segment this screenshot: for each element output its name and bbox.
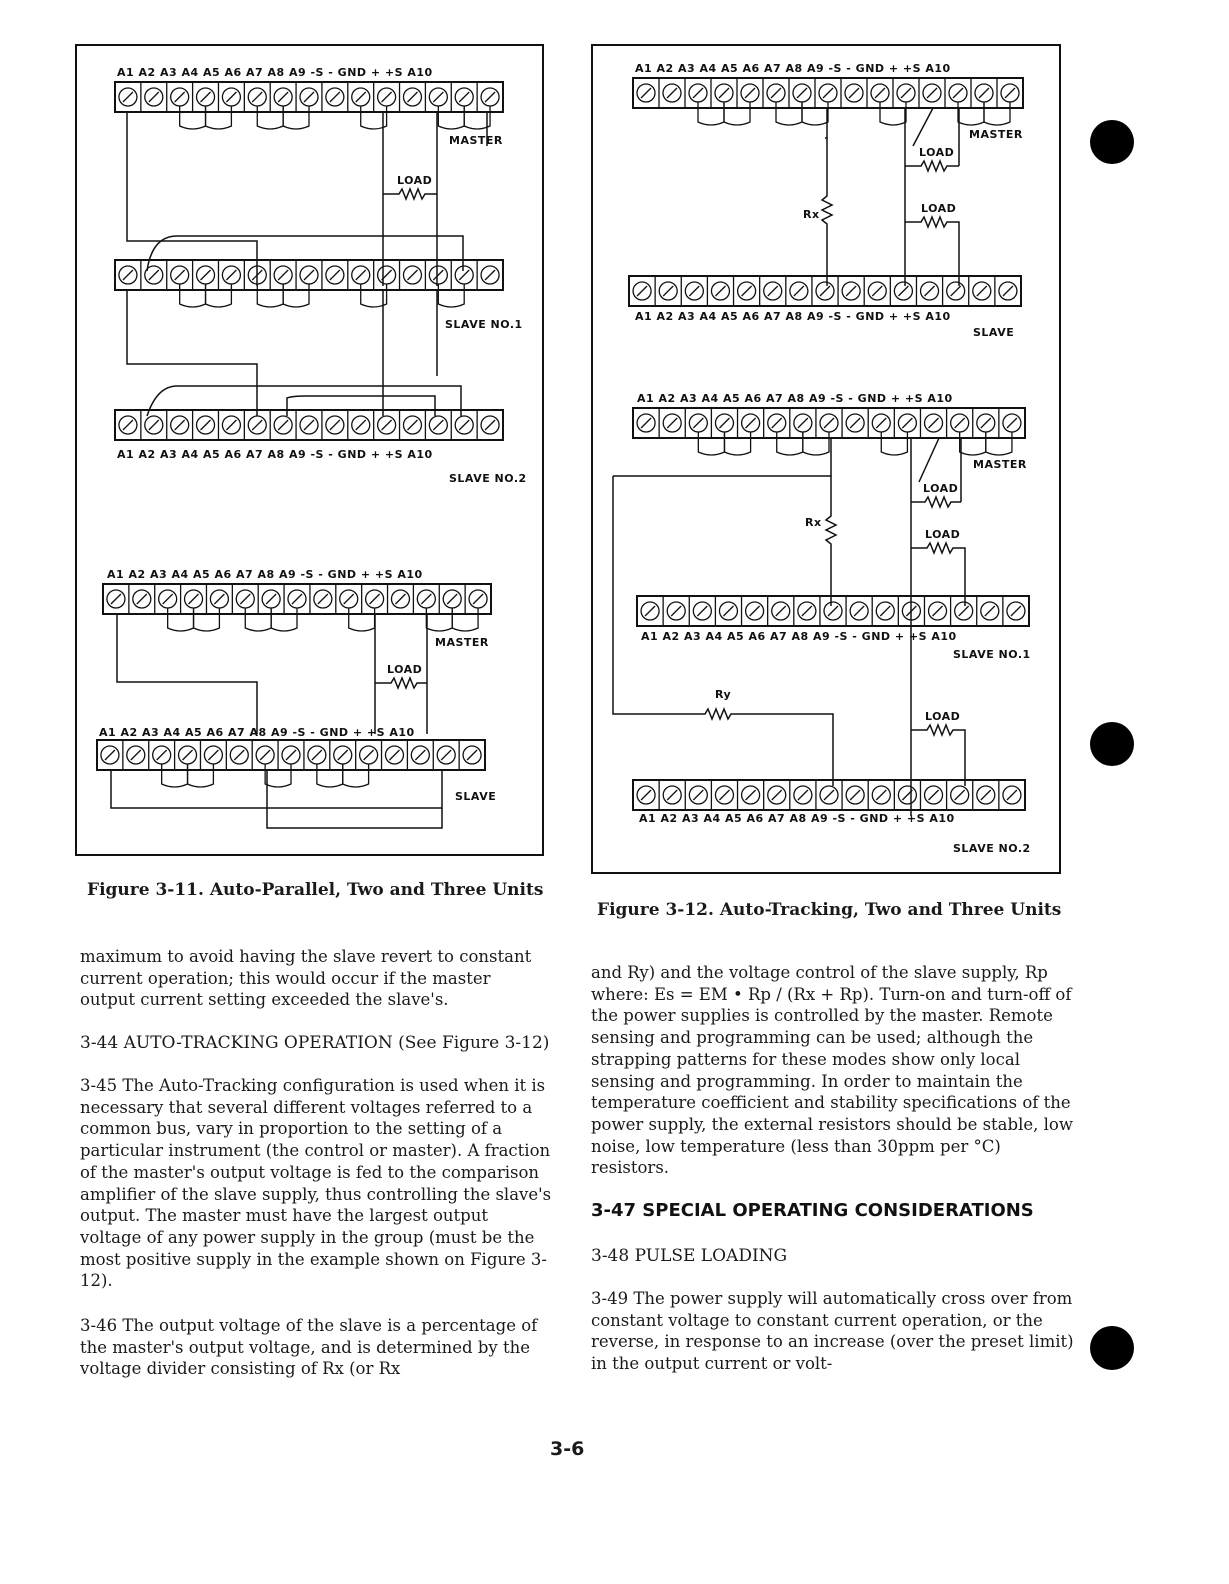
f12b-load2-label: LOAD [925,528,961,541]
f11b-slave-terminal-labels: A1 A2 A3 A4 A5 A6 A7 A8 A9 -S - GND + +S A10 [99,726,415,739]
page-number: 3-6 [550,1438,585,1460]
f12b-slave2-label: SLAVE NO.2 [953,842,1031,855]
figure-3-11 [75,44,544,856]
f12-master-terminal-labels: A1 A2 A3 A4 A5 A6 A7 A8 A9 -S - GND + +S A10 [635,62,951,75]
f12b-slave1-label: SLAVE NO.1 [953,648,1031,661]
f11-slave1-label: SLAVE NO.1 [445,318,523,331]
f11-master-label: MASTER [449,134,503,147]
f12b-slave2-terminal-labels: A1 A2 A3 A4 A5 A6 A7 A8 A9 -S - GND + +S A10 [639,812,955,825]
left-continuation-paragraph: maximum to avoid having the slave revert to constant current operation; this would occur if the master output current setting exceeded the slave's. [80,947,532,1010]
figure-3-12-caption: Figure 3-12. Auto-Tracking, Two and Three Units [597,900,1062,920]
section-3-47-heading: 3-47 SPECIAL OPERATING CONSIDERATIONS [591,1200,1034,1221]
f11b-master-label: MASTER [435,636,489,649]
f11b-load-label: LOAD [387,663,423,676]
figure-3-11-caption: Figure 3-11. Auto-Parallel, Two and Three Units [87,880,544,900]
f11b-slave-label: SLAVE [455,790,497,803]
f11-master-terminal-labels: A1 A2 A3 A4 A5 A6 A7 A8 A9 -S - GND + +S A10 [117,66,433,79]
f12b-rx-label: Rx [805,516,822,529]
f11b-master-terminal-labels: A1 A2 A3 A4 A5 A6 A7 A8 A9 -S - GND + +S A10 [107,568,423,581]
paragraph-3-45: 3-45 The Auto-Tracking configuration is used when it is necessary that several different voltages referred to a common bus, vary in proportion to the setting of a particular instrument (the control or master). A fraction of the master's output voltage is fed to the comparison amplifier of the slave supply, thus controlling the slave's output. The master must have the largest output voltage of any power supply in the group (must be the most positive supply in the example shown on Figure 3-12). [80,1076,552,1291]
f12-load1-label: LOAD [919,146,955,159]
f12b-master-label: MASTER [973,458,1027,471]
section-3-48-heading: 3-48 PULSE LOADING [591,1246,788,1266]
right-continuation-paragraph: and Ry) and the voltage control of the slave supply, Rp where: Es = EM • Rp / (Rx + Rp). Turn-on and turn-off of the power supplies is controlled by the master. Remote sensing and programming can be used; although the strapping patterns for these modes show only local sensing and programming. In order to maintain the temperature coefficient and stability specifications of the power supply, the external resistors should be stable, low noise, low temperature (less than 30ppm per °C) resistors. [591,963,1073,1178]
f12b-master-terminal-labels: A1 A2 A3 A4 A5 A6 A7 A8 A9 -S - GND + +S A10 [637,392,953,405]
figure-3-11-diagram [77,46,542,854]
figure-3-12 [591,44,1061,874]
section-3-44-heading: 3-44 AUTO-TRACKING OPERATION (See Figure 3-12) [80,1033,550,1053]
f12-slave-terminal-labels: A1 A2 A3 A4 A5 A6 A7 A8 A9 -S - GND + +S A10 [635,310,951,323]
punch-hole-middle [1090,722,1134,766]
f12b-load3-label: LOAD [925,710,961,723]
f12b-load1-label: LOAD [923,482,959,495]
f12-load2-label: LOAD [921,202,957,215]
f12-master-label: MASTER [969,128,1023,141]
f12b-ry-label: Ry [715,688,732,701]
f12b-slave1-terminal-labels: A1 A2 A3 A4 A5 A6 A7 A8 A9 -S - GND + +S A10 [641,630,957,643]
f12-rx1-label: Rx [803,208,820,221]
punch-hole-bottom [1090,1326,1134,1370]
f11-load-label: LOAD [397,174,433,187]
paragraph-3-46: 3-46 The output voltage of the slave is a percentage of the master's output voltage, and is determined by the voltage divider consisting of Rx (or Rx [80,1316,538,1379]
figure-3-12-diagram [593,46,1059,872]
f11-slave2-terminal-labels: A1 A2 A3 A4 A5 A6 A7 A8 A9 -S - GND + +S A10 [117,448,433,461]
f11-slave2-label: SLAVE NO.2 [449,472,527,485]
paragraph-3-49: 3-49 The power supply will automatically cross over from constant voltage to constant current operation, or the reverse, in response to an increase (over the preset limit) in the output current or volt- [591,1289,1074,1374]
f12-slave-label: SLAVE [973,326,1015,339]
punch-hole-top [1090,120,1134,164]
